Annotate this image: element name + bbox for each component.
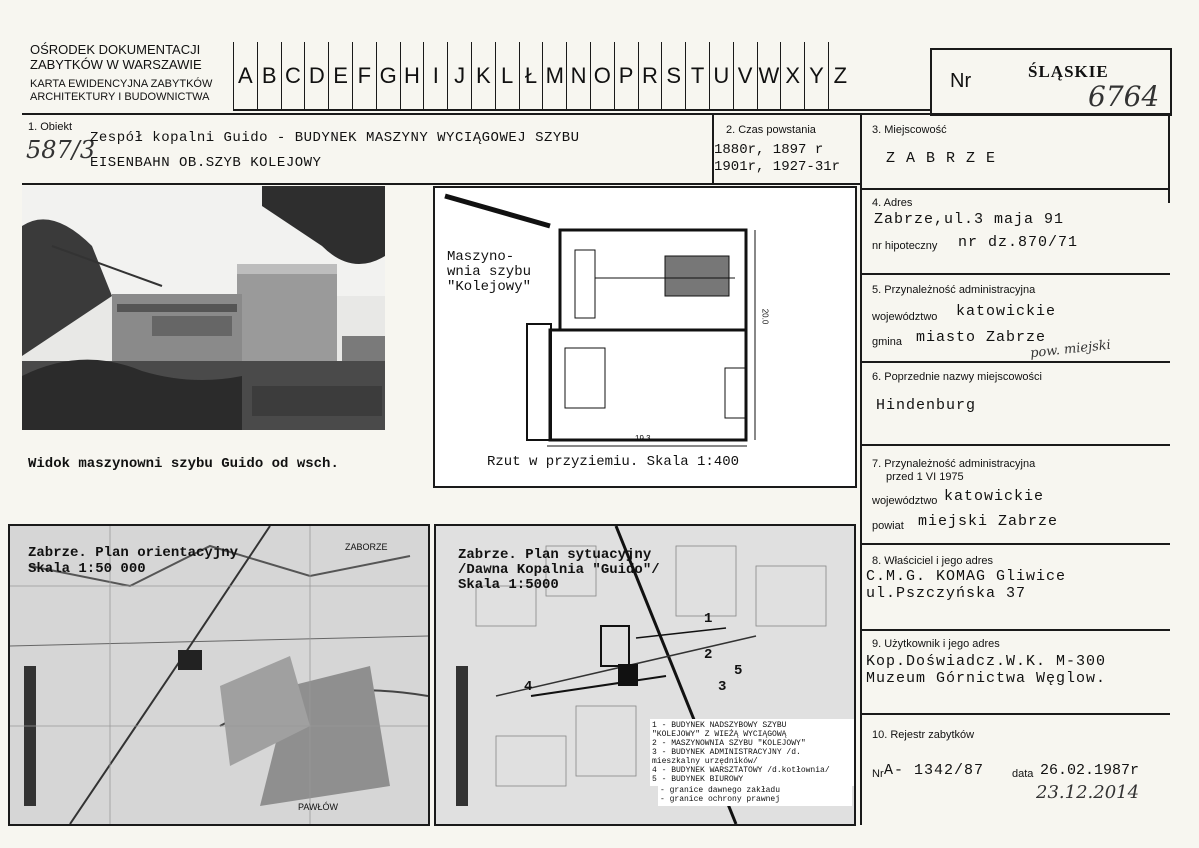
floor-plan-panel [433, 186, 857, 488]
map-marker-4: 4 [524, 679, 533, 695]
wojewodztwo-label: województwo [872, 311, 938, 323]
index-letter: D [304, 42, 328, 110]
rejestr-data-label: data [1012, 768, 1034, 780]
orient-map-title: Zabrze. Plan orientacyjny [28, 545, 239, 561]
uzytkownik-line2: Muzeum Górnictwa Węglow. [866, 670, 1107, 687]
building-photo [22, 186, 385, 430]
index-letter: C [281, 42, 305, 110]
wlasciciel-line2: ul.Pszczyńska 37 [866, 585, 1027, 602]
legend-item: 4 - BUDYNEK WARSZTATOWY /d.kotłownia/ [652, 766, 830, 775]
orient-map-place-pawlow: PAWŁÓW [298, 802, 338, 812]
przed1975-woj-label: województwo [872, 495, 938, 507]
index-letter: O [590, 42, 614, 110]
gmina-label: gmina [872, 336, 902, 348]
czas-line2: 1901r, 1927-31r [714, 159, 841, 175]
index-letter: M [542, 42, 566, 110]
index-letters [233, 42, 852, 110]
index-letter: A [233, 42, 257, 110]
rejestr-data-value: 26.02.1987r [1040, 762, 1140, 779]
obiekt-label: 1. Obiekt [28, 121, 73, 133]
index-letter: E [328, 42, 352, 110]
orient-map-place-zaborze: ZABORZE [345, 542, 388, 552]
powiat-value: miejski Zabrze [918, 513, 1059, 530]
plan-dim-v: 20.0 [760, 308, 770, 325]
uzytkownik-line1: Kop.Doświadcz.W.K. M-300 [866, 653, 1107, 670]
index-letter: G [376, 42, 400, 110]
przynaleznosc-handwritten: pow. miejski [1029, 337, 1112, 362]
situation-title-line: Skala 1:5000 [458, 577, 559, 593]
index-letter: U [709, 42, 733, 110]
rejestr-handwritten-date: 23.12.2014 [1036, 782, 1140, 803]
index-letter: W [757, 42, 781, 110]
poprzednie-value: Hindenburg [876, 397, 977, 414]
index-letter: Z [828, 42, 852, 110]
index-letter: J [447, 42, 471, 110]
plan-dim-h: 19.3 [635, 434, 651, 443]
situation-title-line: /Dawna Kopalnia "Guido"/ [458, 562, 660, 578]
przed1975-label: 7. Przynależność administracyjna [872, 458, 1036, 470]
przynaleznosc-label: 5. Przynależność administracyjna [872, 284, 1036, 296]
rejestr-nr-label: Nr [872, 768, 884, 780]
plan-title-line: "Kolejowy" [447, 279, 532, 295]
przed1975-sublabel: przed 1 VI 1975 [886, 471, 964, 483]
gmina-value: miasto Zabrze [916, 329, 1047, 346]
legend-item: "KOLEJOWY" Z WIEŻĄ WYCIĄGOWĄ [652, 730, 787, 739]
hipoteczny-label: nr hipoteczny [872, 240, 938, 252]
plan-title [447, 250, 531, 295]
index-letter: K [471, 42, 495, 110]
nr-label: Nr [950, 70, 972, 92]
index-letter: L [495, 42, 519, 110]
adres-label: 4. Adres [872, 197, 913, 209]
institution-name: OŚRODEK DOKUMENTACJI ZABYTKÓW W WARSZAWIE [30, 42, 202, 72]
legend-item: 1 - BUDYNEK NADSZYBOWY SZYBU [652, 721, 787, 730]
przed1975-woj-value: katowickie [944, 488, 1045, 505]
legend-line-protection: - granice ochrony prawnej [660, 795, 781, 804]
plan-title-line: wnia szybu [447, 264, 532, 280]
rejestr-label: 10. Rejestr zabytków [872, 729, 975, 741]
legend-item: 3 - BUDYNEK ADMINISTRACYJNY /d. [652, 748, 801, 757]
index-letter: Ł [519, 42, 543, 110]
wlasciciel-label: 8. Właściciel i jego adres [872, 555, 994, 567]
index-letter: Y [804, 42, 828, 110]
plan-title-line: Maszyno- [447, 249, 515, 265]
legend-item: 2 - MASZYNOWNIA SZYBU "KOLEJOWY" [652, 739, 806, 748]
miejscowosc-label: 3. Miejscowość [872, 124, 947, 136]
region-label: ŚLĄSKIE [1028, 62, 1109, 81]
building-photo-drawing [22, 186, 385, 430]
czas-label: 2. Czas powstania [726, 124, 816, 136]
index-letter: F [352, 42, 376, 110]
orient-map-scale: Skala 1:50 000 [28, 561, 146, 577]
card-type: KARTA EWIDENCYJNA ZABYTKÓW ARCHITEKTURY I BUDOWNICTWA [30, 78, 213, 103]
index-letter: B [257, 42, 281, 110]
orientation-map-panel [8, 524, 430, 826]
wojewodztwo-value: katowickie [956, 303, 1057, 320]
map-marker-2: 2 [704, 647, 713, 663]
map-marker-5: 5 [734, 663, 743, 679]
map-marker-1: 1 [704, 611, 713, 627]
powiat-label: powiat [872, 520, 904, 532]
index-letter: I [423, 42, 447, 110]
index-letter: S [661, 42, 685, 110]
situation-map-title [458, 548, 660, 593]
obiekt-line1: Zespół kopalni Guido - BUDYNEK MASZYNY WYCIĄGOWEJ SZYBU [90, 130, 580, 146]
index-letter: N [566, 42, 590, 110]
poprzednie-label: 6. Poprzednie nazwy miejscowości [872, 371, 1042, 383]
hipoteczny-value: nr dz.870/71 [958, 234, 1079, 251]
obiekt-handwritten: 587/3 [26, 136, 96, 164]
miejscowosc-value: Z A B R Z E [886, 150, 997, 167]
legend-item: mieszkalny urzędników/ [652, 757, 758, 766]
rejestr-nr-value: A- 1342/87 [884, 762, 985, 779]
card-number-handwritten: 6764 [1088, 80, 1160, 113]
situation-map-panel [434, 524, 856, 826]
situation-title-line: Zabrze. Plan sytuacyjny [458, 547, 652, 563]
situation-legend [650, 719, 854, 786]
index-letter: T [685, 42, 709, 110]
plan-caption: Rzut w przyziemiu. Skala 1:400 [487, 454, 740, 470]
wlasciciel-line1: C.M.G. KOMAG Gliwice [866, 568, 1067, 585]
legend-line-former: - granice dawnego zakładu [660, 786, 781, 795]
index-letter: H [400, 42, 424, 110]
adres-value: Zabrze,ul.3 maja 91 [874, 211, 1065, 228]
index-letter: V [733, 42, 757, 110]
situation-legend-lines [658, 784, 852, 806]
czas-line1: 1880r, 1897 r [714, 142, 824, 158]
legend-item: 5 - BUDYNEK BIUROWY [652, 775, 744, 784]
photo-caption: Widok maszynowni szybu Guido od wsch. [28, 456, 339, 472]
obiekt-line2: EISENBAHN OB.SZYB KOLEJOWY [90, 155, 322, 171]
index-letter: R [638, 42, 662, 110]
uzytkownik-label: 9. Użytkownik i jego adres [872, 638, 1000, 650]
map-marker-3: 3 [718, 679, 727, 695]
index-letter: X [780, 42, 804, 110]
index-letter: P [614, 42, 638, 110]
